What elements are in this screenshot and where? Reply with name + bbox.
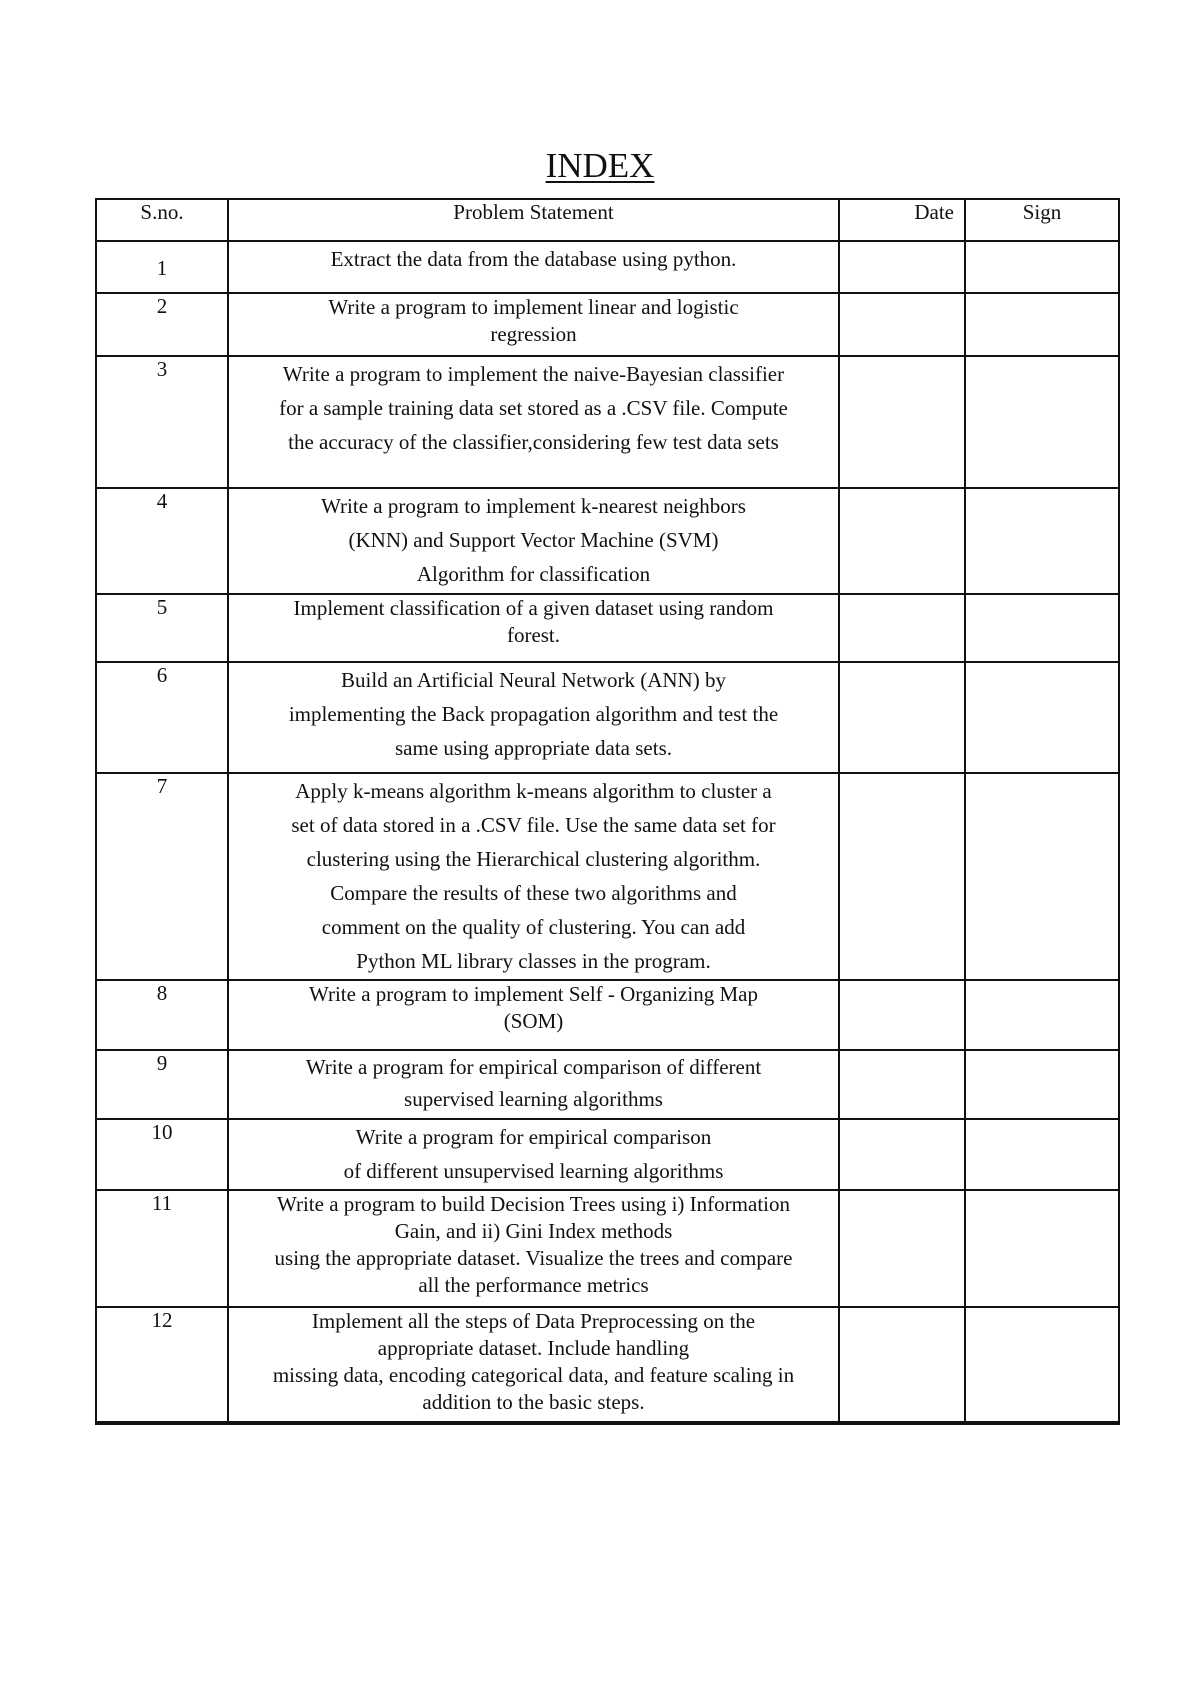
problem-line: clustering using the Hierarchical clustering algorithm. — [306, 847, 761, 871]
header-row — [96, 199, 1119, 241]
sign-cell — [965, 1307, 1119, 1423]
row-problem-statement — [228, 773, 839, 980]
sign-cell — [965, 594, 1119, 662]
problem-line: (KNN) and Support Vector Machine (SVM) — [348, 528, 719, 552]
header-sign: Sign — [965, 199, 1119, 241]
table-row — [96, 662, 1119, 773]
problem-line: Write a program for empirical comparison — [355, 1125, 712, 1149]
row-problem-statement — [228, 1307, 839, 1423]
problem-line: Build an Artificial Neural Network (ANN) by — [341, 668, 726, 692]
problem-line: Write a program to implement linear and logistic — [328, 295, 739, 319]
problem-line: of different unsupervised learning algorithms — [343, 1159, 724, 1183]
problem-line: implementing the Back propagation algorithm and test the — [288, 702, 779, 726]
problem-line: Write a program for empirical comparison of different — [305, 1055, 762, 1079]
problem-line: Gain, and ii) Gini Index methods — [394, 1219, 673, 1243]
row-sno: 10 — [96, 1119, 228, 1190]
table-row — [96, 293, 1119, 356]
problem-line: Implement all the steps of Data Preprocessing on the — [311, 1309, 756, 1333]
sign-cell — [965, 1050, 1119, 1119]
row-sno: 7 — [96, 773, 228, 980]
problem-line: Write a program to implement k-nearest neighbors — [321, 494, 746, 518]
row-sno: 1 — [96, 241, 228, 293]
row-problem-statement — [228, 293, 839, 356]
date-cell — [839, 241, 965, 293]
problem-line: (SOM) — [503, 1009, 564, 1033]
problem-line: supervised learning algorithms — [404, 1087, 663, 1111]
table-row — [96, 1119, 1119, 1190]
table-row — [96, 488, 1119, 594]
problem-line: regression — [490, 322, 577, 346]
problem-line: comment on the quality of clustering. You can add — [321, 915, 746, 939]
page-title: INDEX — [545, 146, 655, 185]
sign-cell — [965, 662, 1119, 773]
problem-line: addition to the basic steps. — [422, 1390, 645, 1414]
sign-cell — [965, 1119, 1119, 1190]
date-cell — [839, 1050, 965, 1119]
problem-line: Write a program to implement the naive-Bayesian classifier — [282, 362, 785, 386]
sign-cell — [965, 356, 1119, 488]
problem-line: Write a program to implement Self - Organizing Map — [309, 982, 758, 1006]
row-sno: 5 — [96, 594, 228, 662]
problem-line: Apply k-means algorithm k-means algorithm to cluster a — [295, 779, 772, 803]
row-sno: 11 — [96, 1190, 228, 1307]
row-problem-statement — [228, 1190, 839, 1307]
problem-line: using the appropriate dataset. Visualize the trees and compare — [274, 1246, 793, 1270]
row-problem-statement — [228, 241, 839, 293]
row-sno: 9 — [96, 1050, 228, 1119]
problem-line: Algorithm for classification — [416, 562, 651, 586]
date-cell — [839, 1119, 965, 1190]
problem-line: same using appropriate data sets. — [395, 736, 672, 760]
table-row — [96, 1190, 1119, 1307]
row-problem-statement — [228, 1050, 839, 1119]
table-row — [96, 356, 1119, 488]
problem-line: Implement classification of a given dataset using random — [293, 596, 774, 620]
problem-line: Python ML library classes in the program. — [356, 949, 711, 973]
row-sno: 3 — [96, 356, 228, 488]
date-cell — [839, 980, 965, 1050]
problem-line: all the performance metrics — [418, 1273, 649, 1297]
problem-line: Compare the results of these two algorithms and — [330, 881, 737, 905]
sign-cell — [965, 980, 1119, 1050]
index-table — [95, 198, 1120, 1425]
problem-line: Extract the data from the database using python. — [330, 247, 737, 271]
row-sno: 4 — [96, 488, 228, 594]
date-cell — [839, 356, 965, 488]
row-problem-statement — [228, 1119, 839, 1190]
table-row — [96, 980, 1119, 1050]
table-row — [96, 773, 1119, 980]
sign-cell — [965, 241, 1119, 293]
sign-cell — [965, 488, 1119, 594]
date-cell — [839, 594, 965, 662]
row-problem-statement — [228, 488, 839, 594]
row-problem-statement — [228, 356, 839, 488]
date-cell — [839, 1190, 965, 1307]
problem-line: set of data stored in a .CSV file. Use the same data set for — [291, 813, 776, 837]
problem-line: missing data, encoding categorical data, and feature scaling in — [272, 1363, 795, 1387]
date-cell — [839, 773, 965, 980]
date-cell — [839, 488, 965, 594]
sign-cell — [965, 1190, 1119, 1307]
date-cell — [839, 1307, 965, 1423]
row-sno: 2 — [96, 293, 228, 356]
date-cell — [839, 293, 965, 356]
row-problem-statement — [228, 594, 839, 662]
header-sno: S.no. — [96, 199, 228, 241]
row-sno: 8 — [96, 980, 228, 1050]
date-cell — [839, 662, 965, 773]
table-row — [96, 1050, 1119, 1119]
row-problem-statement — [228, 662, 839, 773]
problem-line: forest. — [506, 623, 561, 647]
header-problem-statement: Problem Statement — [228, 199, 839, 241]
problem-line: for a sample training data set stored as a .CSV file. Compute — [279, 396, 788, 420]
table-row — [96, 1307, 1119, 1423]
problem-line: Write a program to build Decision Trees using i) Information — [277, 1192, 790, 1216]
table-row — [96, 241, 1119, 293]
sign-cell — [965, 293, 1119, 356]
row-sno: 12 — [96, 1307, 228, 1423]
problem-line: appropriate dataset. Include handling — [377, 1336, 690, 1360]
problem-line: the accuracy of the classifier,considering few test data sets — [288, 430, 779, 454]
table-row — [96, 594, 1119, 662]
sign-cell — [965, 773, 1119, 980]
header-date: Date — [839, 199, 965, 241]
row-problem-statement — [228, 980, 839, 1050]
row-sno: 6 — [96, 662, 228, 773]
